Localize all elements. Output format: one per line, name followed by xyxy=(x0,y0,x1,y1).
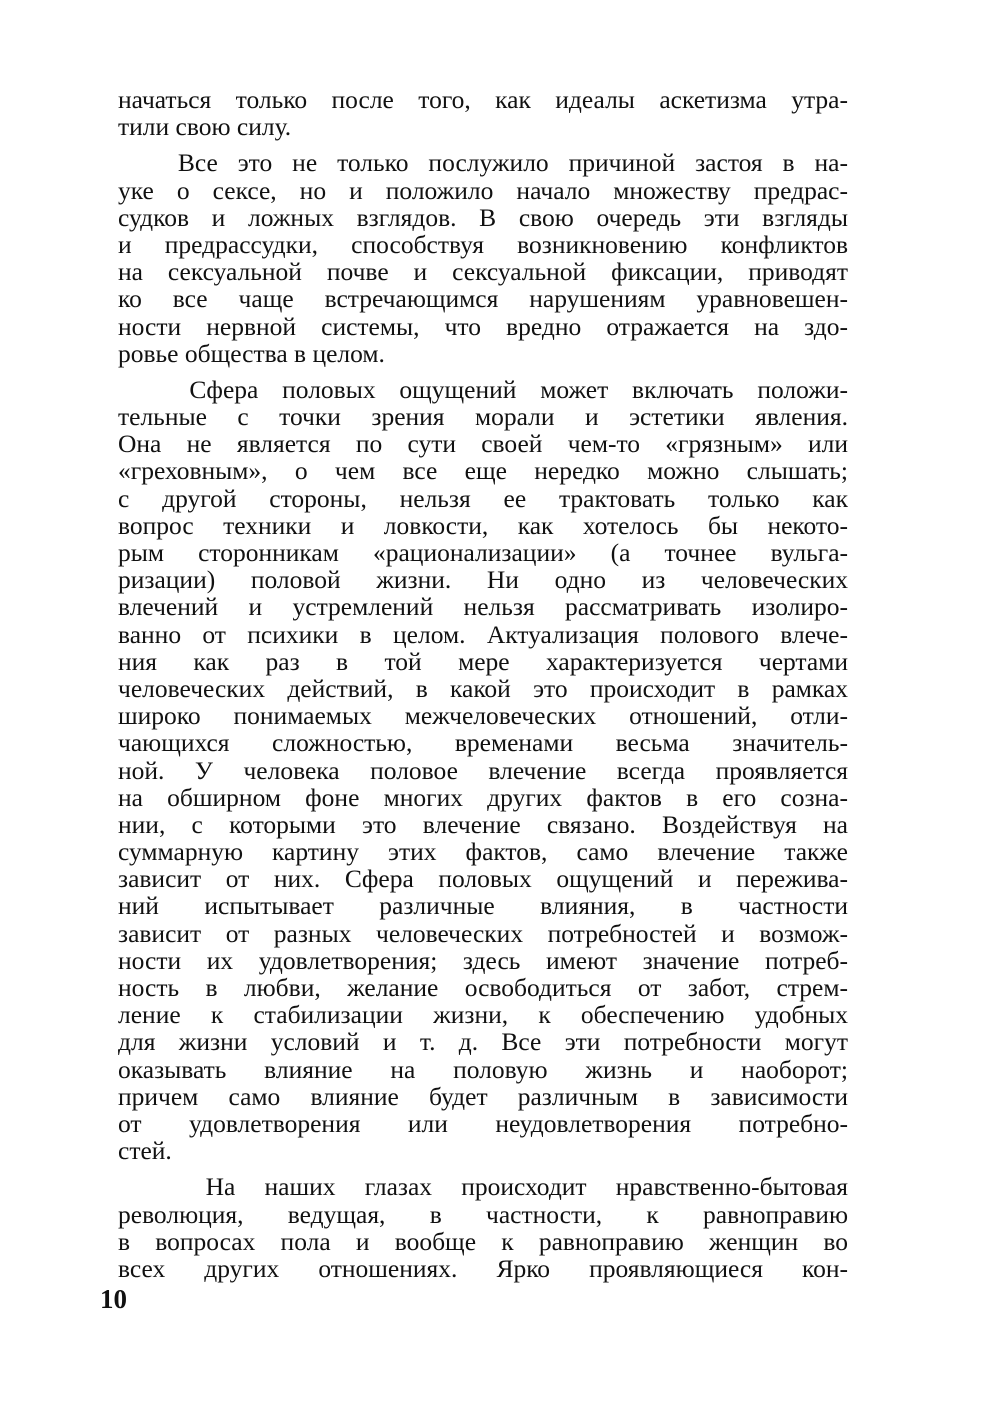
text-line: человеческих действий, в какой это происходит в рамках xyxy=(118,673,848,703)
paragraph xyxy=(118,86,848,140)
text-line: и предрассудки, способствуя возникновению конфликтов xyxy=(118,229,848,259)
text-line: рым сторонникам «рационализации» (а точнее вульга- xyxy=(118,538,848,567)
text-line: суммарную картину этих фактов, само влечение также xyxy=(118,837,848,867)
text-line: На наших глазах происходит нравственно-бытовая xyxy=(118,1172,848,1202)
text-line: чающихся сложностью, временами весьма значитель- xyxy=(118,728,848,758)
text-line: ности их удовлетворения; здесь имеют значение потреб- xyxy=(118,945,848,975)
text-line: Все это не только послужило причиной застоя в на- xyxy=(118,148,848,178)
page-number: 10 xyxy=(100,1284,127,1314)
text-line: тили свою силу. xyxy=(118,112,292,142)
text-line: вопрос техники и ловкости, как хотелось бы некото- xyxy=(118,510,848,540)
text-line: зависит от них. Сфера половых ощущений и пережива- xyxy=(118,864,848,894)
text-line: нии, с которыми это влечение связано. Воздействуя на xyxy=(118,809,848,839)
text-line: стей. xyxy=(118,1136,172,1166)
paragraph xyxy=(118,376,848,1164)
text-line: от удовлетворения или неудовлетворения потребно- xyxy=(118,1108,848,1138)
text-line: тельные с точки зрения морали и эстетики явления. xyxy=(118,402,848,432)
text-line: широко понимаемых межчеловеческих отношений, отли- xyxy=(118,701,848,731)
text-line: с другой стороны, нельзя ее трактовать только как xyxy=(118,483,848,513)
text-line: Сфера половых ощущений может включать положи- xyxy=(118,374,848,404)
text-line: причем само влияние будет различным в зависимости xyxy=(118,1081,848,1111)
text-line: революция, ведущая, в частности, к равноправию xyxy=(118,1199,848,1229)
text-line: ризации) половой жизни. Ни одно из человеческих xyxy=(118,565,848,595)
paragraph xyxy=(118,1173,848,1282)
text-line: ко все чаще встречающимся нарушениям уравновешен- xyxy=(118,284,848,314)
text-line: ность в любви, желание освободиться от забот, стрем- xyxy=(118,973,848,1002)
text-line: ровье общества в целом. xyxy=(118,338,385,368)
text-line: ной. У человека половое влечение всегда проявляется xyxy=(118,755,848,785)
paragraph xyxy=(118,149,848,367)
text-line: оказывать влияние на половую жизнь и наоборот; xyxy=(118,1054,848,1084)
text-line: влечений и устремлений нельзя рассматривать изолиро- xyxy=(118,592,848,622)
text-line: судков и ложных взглядов. В свою очередь эти взгляды xyxy=(118,202,848,232)
text-line: ний испытывает различные влияния, в частности xyxy=(118,891,848,921)
text-line: для жизни условий и т. д. Все эти потребности могут xyxy=(118,1027,848,1057)
text-line: Она не является по сути своей чем-то «грязным» или xyxy=(118,429,848,459)
body-text xyxy=(118,86,848,1282)
text-line: ванно от психики в целом. Актуализация полового влече- xyxy=(118,619,848,649)
text-line: на обширном фоне многих других фактов в его созна- xyxy=(118,782,848,812)
text-line: на сексуальной почве и сексуальной фиксации, приводят xyxy=(118,257,848,287)
text-line: «греховным», о чем все еще нередко можно слышать; xyxy=(118,456,848,486)
text-line: ности нервной системы, что вредно отражается на здо- xyxy=(118,311,848,341)
text-line: начаться только после того, как идеалы аскетизма утра- xyxy=(118,85,848,114)
text-line: зависит от разных человеческих потребностей и возмож- xyxy=(118,918,848,948)
text-line: уке о сексе, но и положило начало множеству предрас- xyxy=(118,175,848,205)
text-line: всех других отношениях. Ярко проявляющиеся кон- xyxy=(118,1253,848,1283)
text-line: ление к стабилизации жизни, к обеспечению удобных xyxy=(118,1000,848,1030)
text-line: ния как раз в той мере характеризуется чертами xyxy=(118,646,848,676)
text-line: в вопросах пола и вообще к равноправию женщин во xyxy=(118,1226,848,1256)
